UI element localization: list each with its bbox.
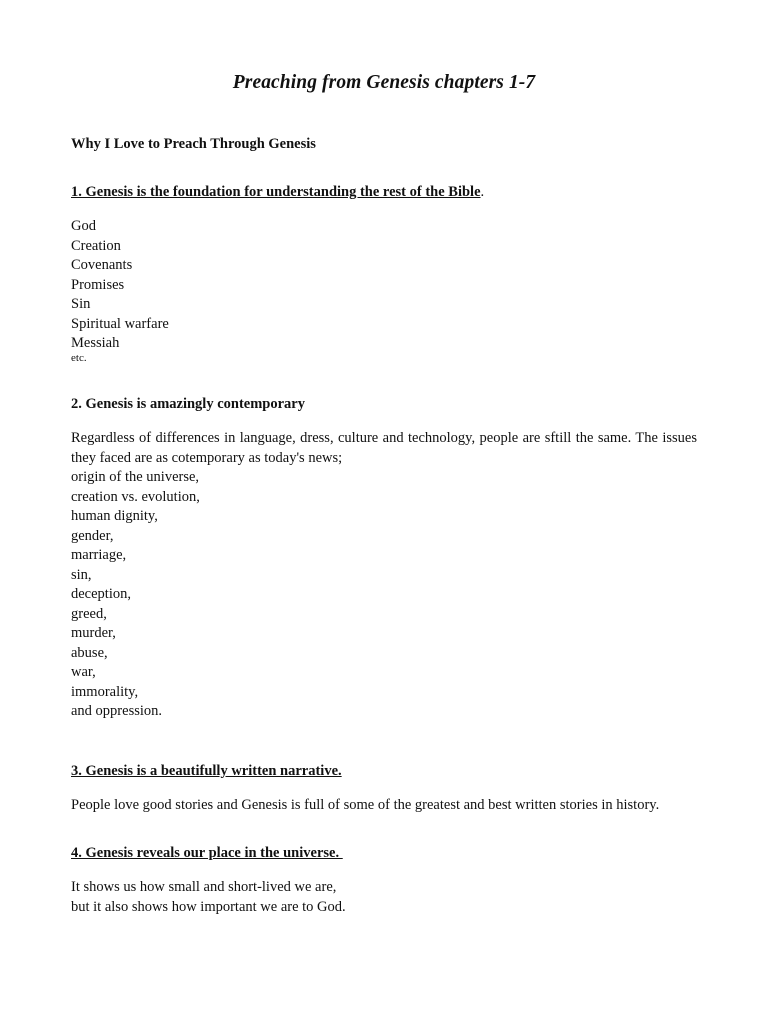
list-item: Spiritual warfare [71,315,169,332]
section-4-paragraph [71,878,697,917]
section-1-heading-text: 1. Genesis is the foundation for understanding the rest of the Bible [71,184,481,200]
section-3-heading-text: 3. Genesis is a beautifully written narrative. [71,763,342,779]
section-2-heading: 2. Genesis is amazingly contemporary [71,396,305,412]
section-1-etc: etc. [71,352,87,364]
section-4-heading [71,845,343,862]
list-item: gender, [71,527,114,544]
list-item: creation vs. evolution, [71,488,200,505]
list-item: God [71,218,96,234]
list-item: abuse, [71,644,108,661]
list-item: human dignity, [71,508,158,524]
list-item: war, [71,664,96,680]
section-2-issue-list [71,468,200,722]
list-item: Covenants [71,257,133,273]
section-3-heading [71,763,342,780]
list-item: Promises [71,276,125,293]
section-4-line: It shows us how small and short-lived we are, [71,879,337,895]
list-item: marriage, [71,547,127,563]
list-item: deception, [71,586,131,602]
document-title: Preaching from Genesis chapters 1-7 [232,72,536,93]
list-item: greed, [71,605,107,622]
section-2-paragraph: Regardless of differences in language, dress, culture and technology, people are sftill the same. The issues they faced are as cotemporary as today's news; [71,430,697,466]
list-item: Messiah [71,335,120,351]
list-item: immorality, [71,683,139,700]
document-subtitle: Why I Love to Preach Through Genesis [71,136,316,152]
list-item: and oppression. [71,703,163,719]
list-item: origin of the universe, [71,469,200,485]
list-item: sin, [71,566,92,583]
list-item: Sin [71,296,91,312]
section-1-topic-list [71,217,169,354]
section-1-heading [71,184,484,201]
section-4-line: but it also shows how important we are to God. [71,898,346,915]
section-3-paragraph: People love good stories and Genesis is full of some of the greatest and best written stories in history. [71,797,660,813]
list-item: murder, [71,625,116,641]
list-item: Creation [71,237,121,254]
section-1-heading-period: . [480,184,485,200]
section-4-heading-text: 4. Genesis reveals our place in the universe. [71,845,343,861]
